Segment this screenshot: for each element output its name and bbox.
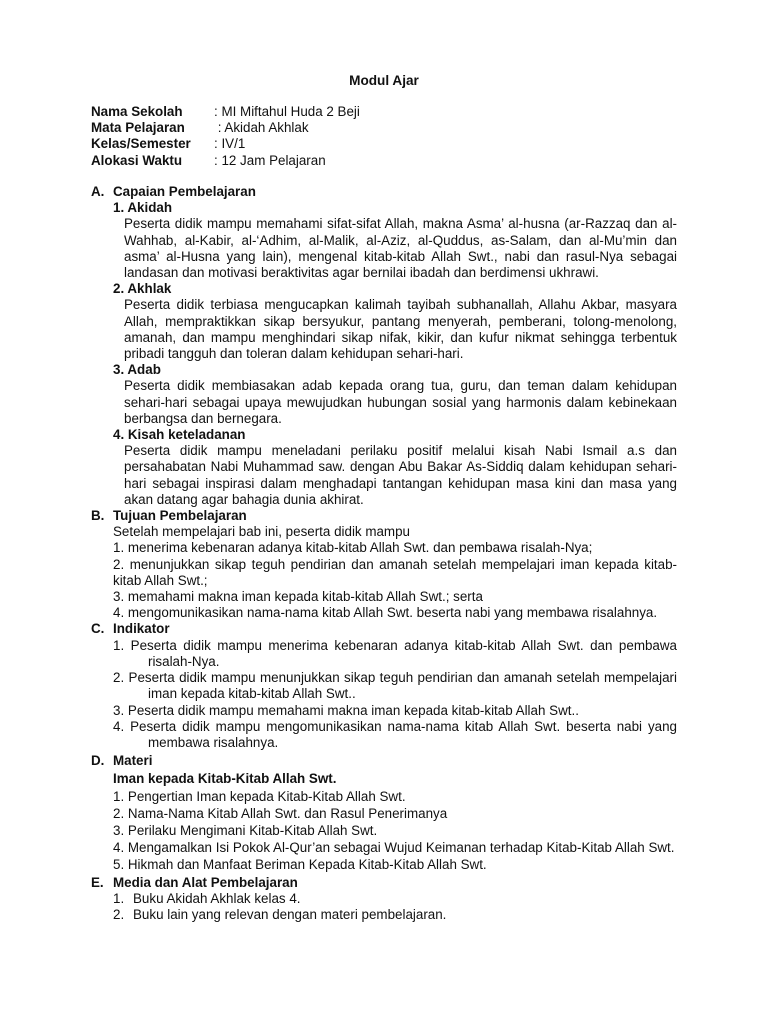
- section-e-heading: [91, 875, 677, 891]
- list-item: 4. mengomunikasikan nama-nama kitab Allah Swt. beserta nabi yang membawa risalahnya.: [113, 605, 658, 621]
- section-letter: E.: [91, 874, 104, 890]
- list-item: [91, 907, 677, 923]
- material-subtitle: Iman kepada Kitab-Kitab Allah Swt.: [113, 771, 337, 787]
- subsection-title: 4. Kisah keteladanan: [113, 427, 246, 443]
- section-intro: Setelah mempelajari bab ini, peserta didik mampu: [113, 524, 410, 540]
- list-item: 3. memahami makna iman kepada kitab-kitab Allah Swt.; serta: [113, 589, 483, 605]
- media-list: [91, 891, 677, 923]
- section-title: Media dan Alat Pembelajaran: [113, 874, 298, 890]
- info-value: : MI Miftahul Huda 2 Beji: [214, 104, 360, 119]
- list-item: 1. Peserta didik mampu menerima kebenaran adanya kitab-kitab Allah Swt. dan pembawa risalah-Nya.: [113, 637, 677, 669]
- list-item: [91, 891, 677, 907]
- section-c-heading: [91, 621, 677, 637]
- info-label: Mata Pelajaran: [91, 120, 185, 136]
- indicator-list: [91, 638, 677, 751]
- document-body: [91, 184, 677, 923]
- section-title: Materi: [113, 753, 153, 769]
- subsection-title: 2. Akhlak: [113, 281, 172, 297]
- list-text: Buku Akidah Akhlak kelas 4.: [133, 890, 301, 906]
- list-item: 1. menerima kebenaran adanya kitab-kitab Allah Swt. dan pembawa risalah-Nya;: [113, 540, 593, 556]
- subsection-text: Peserta didik mampu meneladani perilaku positif melalui kisah Nabi Ismail a.s dan persahabatan Nabi Muhammad saw. dengan Abu Bakar As-Siddiq dalam kehidupan sehari-hari sebagai inspirasi dalam menghadapi tantangan kehidupan masa kini dan masa yang akan datang agar bahagia dunia akhirat.: [124, 443, 677, 507]
- list-item: 4. Peserta didik mampu mengomunikasikan nama-nama kitab Allah Swt. beserta nabi yang membawa risalahnya.: [113, 718, 677, 750]
- section-letter: B.: [91, 508, 105, 524]
- objectives-list: [91, 540, 677, 621]
- info-label: Kelas/Semester: [91, 136, 191, 152]
- subsection-title: 1. Akidah: [113, 200, 173, 216]
- section-b-heading: [91, 508, 677, 524]
- section-letter: A.: [91, 184, 105, 199]
- info-row-school: [91, 104, 360, 120]
- list-item: 3. Perilaku Mengimani Kitab-Kitab Allah Swt.: [113, 822, 378, 838]
- list-item: 4. Mengamalkan Isi Pokok Al-Qur’an sebagai Wujud Keimanan terhadap Kitab-Kitab Allah Swt.: [113, 840, 675, 856]
- subsection-title: 3. Adab: [113, 362, 161, 378]
- section-title: Indikator: [113, 621, 170, 637]
- list-item: 3. Peserta didik mampu memahami makna iman kepada kitab-kitab Allah Swt..: [113, 702, 579, 718]
- info-value: : IV/1: [214, 136, 246, 152]
- subsection-text: Peserta didik membiasakan adab kepada orang tua, guru, dan teman dalam kehidupan sehari-hari sebagai upaya mewujudkan hubungan sosial yang harmonis dalam kebinekaan berbangsa dan bernegara.: [124, 378, 677, 426]
- list-item: 5. Hikmah dan Manfaat Beriman Kepada Kitab-Kitab Allah Swt.: [113, 857, 487, 873]
- document-title: Modul Ajar: [349, 73, 419, 88]
- material-list: [91, 789, 677, 874]
- list-item: 2. Nama-Nama Kitab Allah Swt. dan Rasul Penerimanya: [113, 805, 448, 821]
- info-row-class: [91, 136, 360, 152]
- info-row-subject: [91, 120, 360, 136]
- info-value: : 12 Jam Pelajaran: [214, 152, 326, 168]
- list-number: 1.: [113, 890, 125, 906]
- section-letter: D.: [91, 753, 105, 769]
- section-d-heading: [91, 753, 677, 769]
- info-row-time: [91, 153, 360, 169]
- subsection-text: Peserta didik terbiasa mengucapkan kalimah tayibah subhanallah, Allahu Akbar, masyara Allah, mempraktikkan sikap bersyukur, pantang menyerah, pemberani, tolong-menolong, amanah, dan mampu menghindari sikap nifak, kikir, dan kufur nikmat sehingga terbentuk pribadi tangguh dan toleran dalam kehidupan sehari-hari.: [124, 297, 677, 362]
- list-item: 2. menunjukkan sikap teguh pendirian dan amanah setelah mempelajari iman kepada kitab-kitab Allah Swt.;: [113, 556, 677, 588]
- section-letter: C.: [91, 621, 105, 637]
- list-text: Buku lain yang relevan dengan materi pembelajaran.: [133, 906, 447, 922]
- list-item: 2. Peserta didik mampu menunjukkan sikap teguh pendirian dan amanah setelah mempelajari iman kepada kitab-kitab Allah Swt..: [113, 670, 677, 702]
- identity-block: [91, 104, 360, 169]
- info-label: Alokasi Waktu: [91, 152, 183, 168]
- info-value: : Akidah Akhlak: [214, 120, 309, 136]
- subsection-text: Peserta didik mampu memahami sifat-sifat Allah, makna Asma’ al-husna (ar-Razzaq dan al-Wahhab, al-Kabir, al-‘Adhim, al-Malik, al-Aziz, al-Quddus, as-Salam, dan al-Mu’min dan asma’ al-Husna yang lain), mengenal kitab-kitab Allah Swt., nabi dan rasul-Nya sebagai landasan dan motivasi beraktivitas agar bernilai ibadah dan berdimensi ukhrawi.: [124, 216, 677, 281]
- list-item: 1. Pengertian Iman kepada Kitab-Kitab Allah Swt.: [113, 788, 406, 804]
- section-title: Capaian Pembelajaran: [113, 184, 256, 199]
- section-a-heading: [91, 184, 677, 200]
- info-label: Nama Sekolah: [91, 104, 183, 119]
- section-title: Tujuan Pembelajaran: [113, 508, 247, 524]
- list-number: 2.: [113, 906, 125, 922]
